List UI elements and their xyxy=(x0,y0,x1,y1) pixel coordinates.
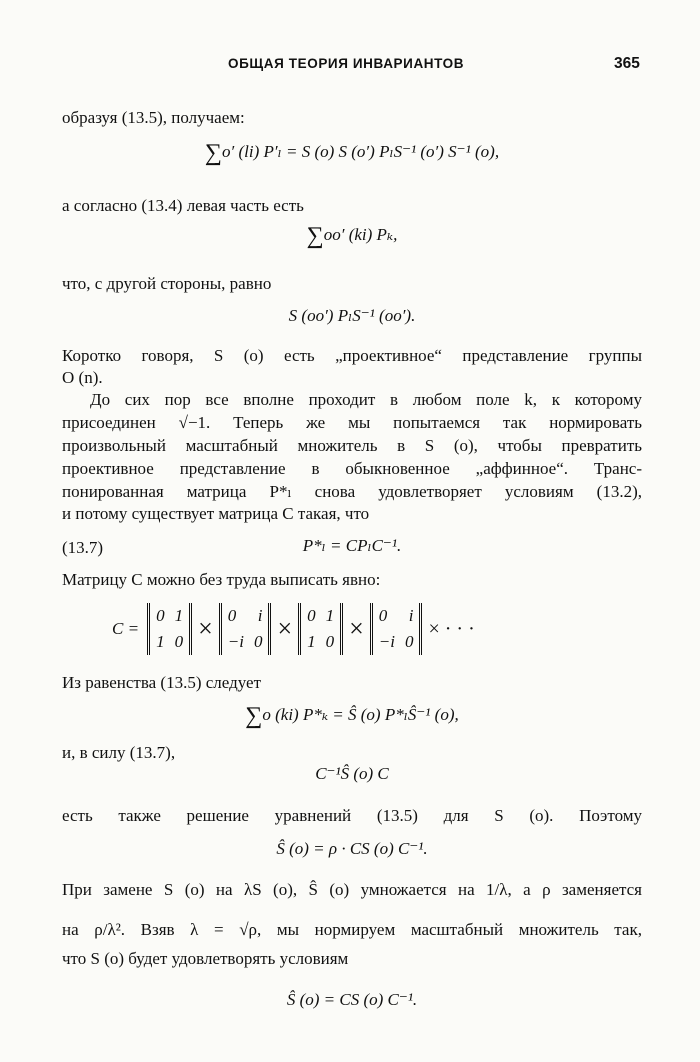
text-line: O (n). xyxy=(62,368,103,387)
text-line: образуя (13.5), получаем: xyxy=(62,108,245,127)
equation: C⁻¹Ŝ (o) C xyxy=(315,764,389,783)
page-number: 365 xyxy=(614,55,640,72)
times-sign: × xyxy=(277,614,293,643)
equation: P*ₗ = CPₗC⁻¹. xyxy=(302,536,402,555)
text-line: и потому существует матрица C такая, что xyxy=(62,504,370,523)
text-line: понированная матрица P*ₗ снова удовлетворяет условиям (13.2), xyxy=(62,482,642,501)
equation: S (oo′) PₗS⁻¹ (oo′). xyxy=(288,306,416,325)
equation-label: (13.7) xyxy=(62,538,104,557)
matrix-equation xyxy=(112,598,477,660)
text-line: проективное представление в обыкновенное „аффинное“. Транс- xyxy=(62,459,642,478)
equation: ∑o (ki) P*ₖ = Ŝ (o) P*ₗŜ⁻¹ (o), xyxy=(245,703,459,729)
matrix-2: 0 i −i 0 xyxy=(219,603,272,655)
page-header xyxy=(0,56,700,80)
text-line: Из равенства (13.5) следует xyxy=(62,673,262,692)
times-sign: × xyxy=(349,614,364,643)
text-line: Матрицу C можно без труда выписать явно: xyxy=(62,570,381,589)
text-line: на ρ/λ². Взяв λ = √ρ, мы нормируем масштабный множитель так, xyxy=(62,920,642,939)
equation: ∑oo′ (ki) Pₖ, xyxy=(306,223,398,249)
text-line: До сих пор все вполне проходит в любом поле k, к которому xyxy=(90,390,642,409)
text-line: произвольный масштабный множитель в S (o), чтобы превратить xyxy=(62,436,642,455)
matrix-lhs: C = xyxy=(112,619,140,638)
equation: Ŝ (o) = ρ · CS (o) C⁻¹. xyxy=(276,839,428,858)
running-title: ОБЩАЯ ТЕОРИЯ ИНВАРИАНТОВ xyxy=(228,56,465,71)
text-line: а согласно (13.4) левая часть есть xyxy=(62,196,304,215)
text-line: что, с другой стороны, равно xyxy=(62,274,272,293)
text-line: и, в силу (13.7), xyxy=(62,743,176,762)
matrix-3: 0 1 1 0 xyxy=(298,603,343,655)
text-line: присоединен √−1. Теперь же мы попытаемся так нормировать xyxy=(62,413,642,432)
matrix-1: 0 1 1 0 xyxy=(147,603,192,655)
ellipsis: × · · · xyxy=(428,617,475,640)
text-line: есть также решение уравнений (13.5) для S (o). Поэтому xyxy=(62,806,642,825)
text-line: что S (o) будет удовлетворять условиям xyxy=(62,949,349,968)
text-line: Коротко говоря, S (o) есть „проективное“ представление группы xyxy=(62,346,642,365)
equation: Ŝ (o) = CS (o) C⁻¹. xyxy=(286,990,418,1009)
equation: ∑o′ (li) P′ₗ = S (o) S (o′) PₗS⁻¹ (o′) S⁻¹ (o), xyxy=(204,140,500,166)
times-sign: × xyxy=(198,614,213,643)
text-line: При замене S (o) на λS (o), Ŝ (o) умножается на 1/λ, а ρ заменяется xyxy=(62,880,642,899)
matrix-4: 0 i −i 0 xyxy=(370,603,423,655)
